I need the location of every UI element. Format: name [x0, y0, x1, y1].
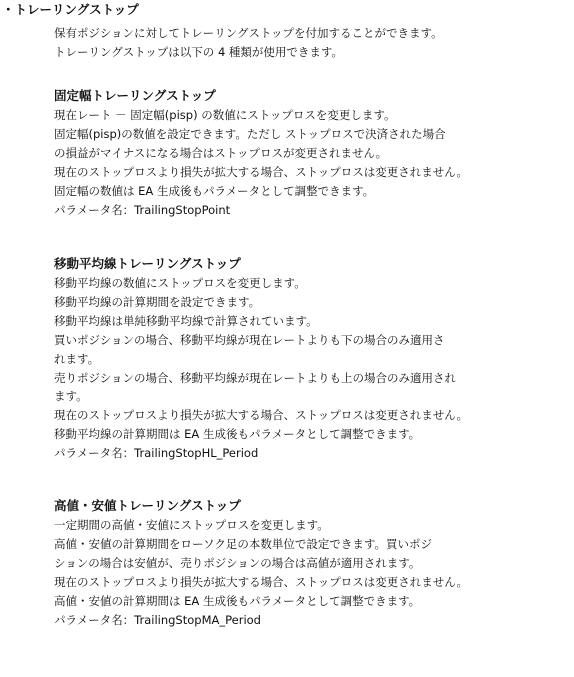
section-moving-average-trailing-stop: [54, 254, 569, 463]
section-line: 現在レート － 固定幅(pisp) の数値にストップロスを変更します。: [54, 108, 396, 122]
section-line: 固定幅(pisp)の数値を設定できます。ただし ストップロスで決済された場合: [54, 126, 446, 141]
main-heading: ・トレーリングストップ: [2, 2, 139, 17]
section-line: 売りポジションの場合、移動平均線が現在レートよりも上の場合のみ適用され: [54, 370, 456, 385]
section-line: 現在のストップロスより損失が拡大する場合、ストップロスは変更されません。: [54, 164, 468, 179]
section-line: ます。: [54, 389, 88, 404]
section-line: 一定期間の高値・安値にストップロスを変更します。: [54, 518, 329, 532]
section-line: 移動平均線の計算期間は EA 生成後もパラメータとして調整できます。: [54, 427, 421, 442]
section-line: 固定幅の数値は EA 生成後もパラメータとして調整できます。: [54, 183, 375, 198]
section-title: 固定幅トレーリングストップ: [54, 88, 216, 103]
section-line: 買いポジションの場合、移動平均線が現在レートよりも下の場合のみ適用さ: [54, 332, 445, 347]
section-line: ションの場合は安値が、売りポジションの場合は高値が適用されます。: [54, 555, 421, 570]
intro-line: 保有ポジションに対してトレーリングストップを付加することができます。: [54, 26, 443, 40]
section-title: 高値・安値トレーリングストップ: [54, 498, 241, 513]
section-title: 移動平均線トレーリングストップ: [54, 256, 241, 271]
section-line: 移動平均線の数値にストップロスを変更します。: [54, 276, 306, 290]
intro-line: トレーリングストップは以下の 4 種類が使用できます。: [54, 44, 344, 59]
parameter-name: パラメータ名：TrailingStopPoint: [54, 202, 231, 217]
section-line: の損益がマイナスになる場合はストップロスが変更されません。: [54, 145, 388, 160]
section-line: 移動平均線の計算期間を設定できます。: [54, 294, 261, 309]
section-line: 高値・安値の計算期間は EA 生成後もパラメータとして調整できます。: [54, 593, 421, 608]
section-line: れます。: [54, 351, 100, 366]
intro-paragraph: [54, 24, 564, 62]
section-line: 現在のストップロスより損失が拡大する場合、ストップロスは変更されません。: [54, 574, 468, 589]
parameter-name: パラメータ名：TrailingStopHL_Period: [54, 446, 259, 461]
section-high-low-trailing-stop: [54, 496, 569, 629]
parameter-name: パラメータ名：TrailingStopMA_Period: [54, 612, 261, 627]
section-line: 現在のストップロスより損失が拡大する場合、ストップロスは変更されません。: [54, 408, 468, 423]
section-fixed-width-trailing-stop: [54, 86, 569, 219]
section-line: 高値・安値の計算期間をローソク足の本数単位で設定できます。買いポジ: [54, 536, 433, 551]
section-line: 移動平均線は単純移動平均線で計算されています。: [54, 313, 318, 328]
